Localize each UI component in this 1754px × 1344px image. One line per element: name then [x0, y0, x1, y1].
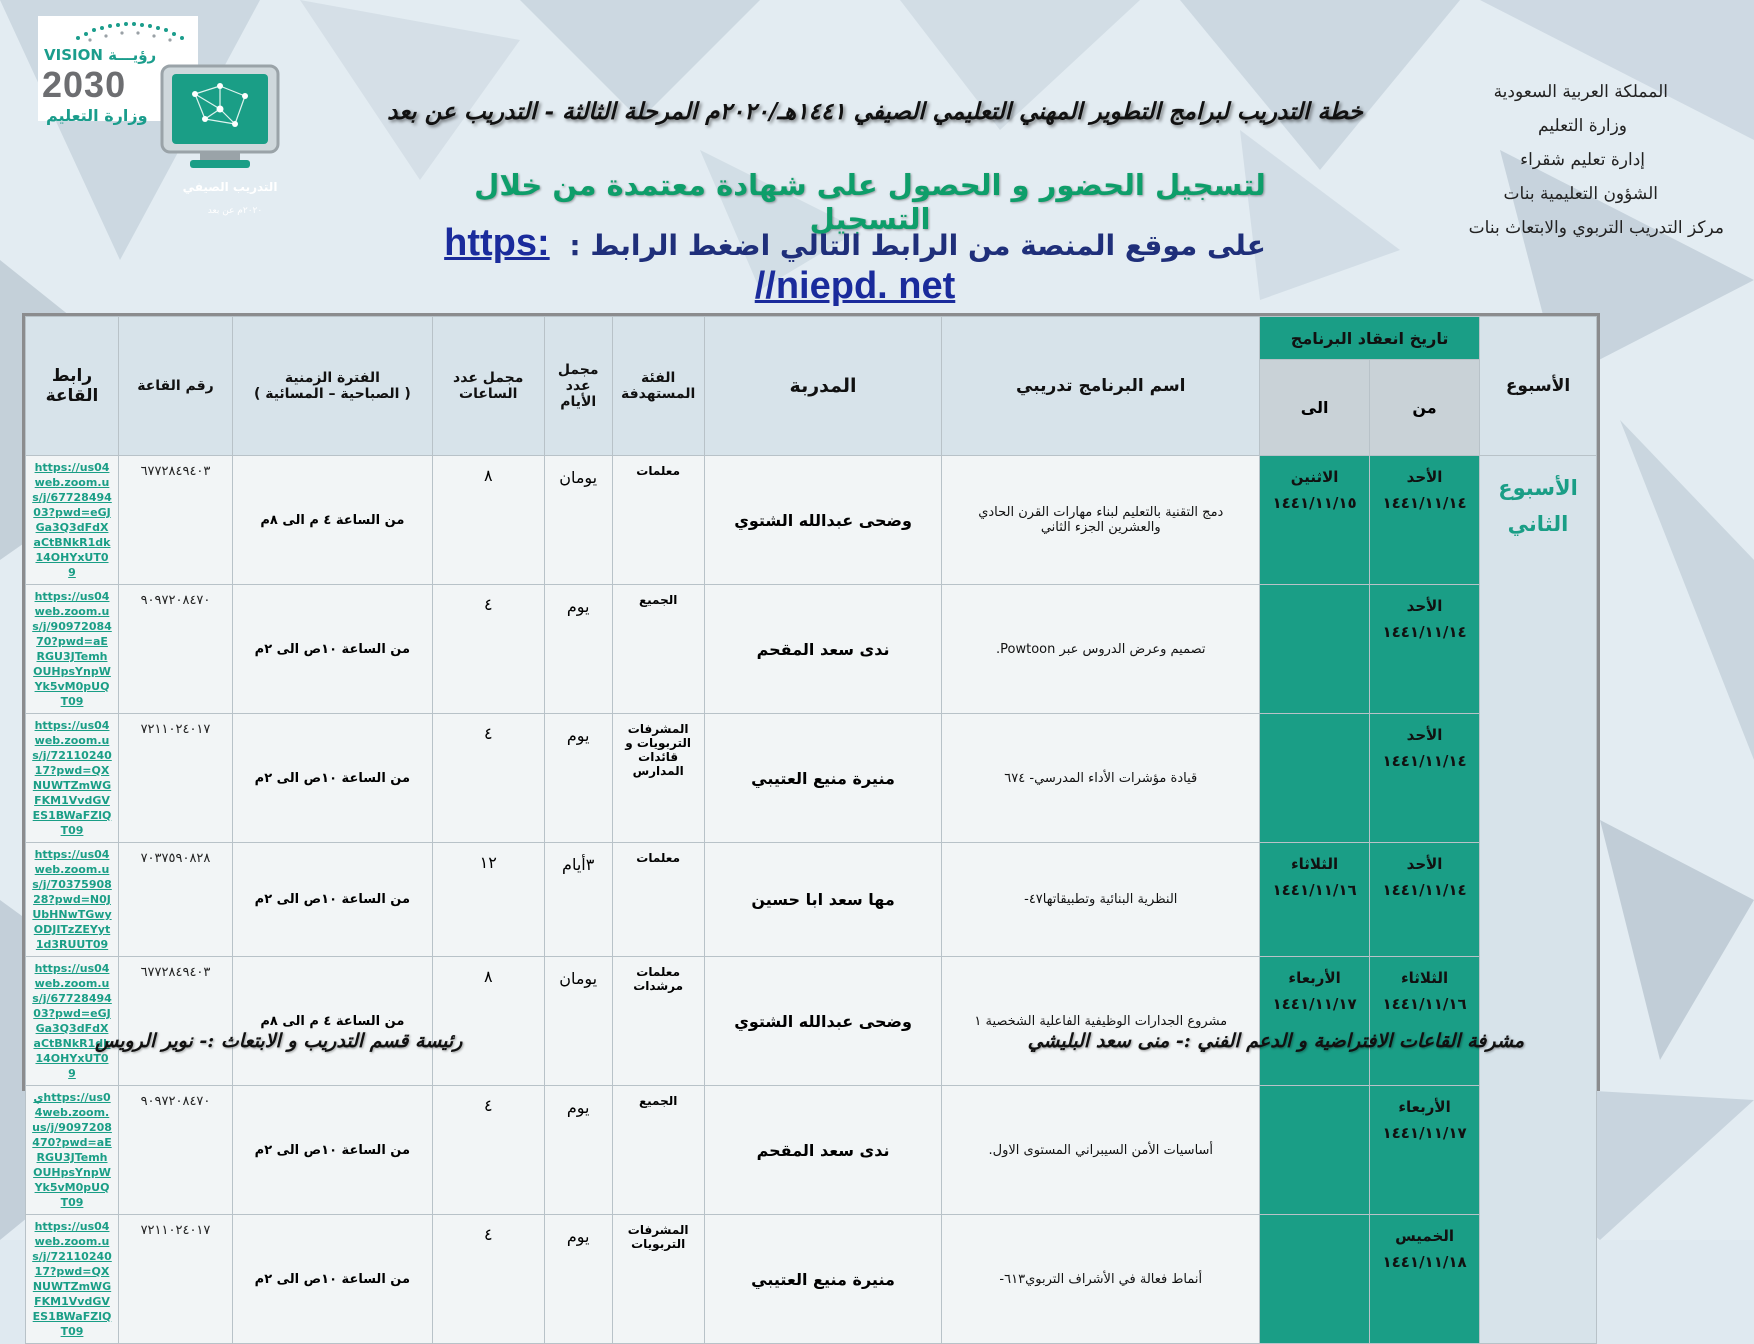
to-cell: [1260, 1215, 1370, 1344]
monitor-caption: التدريب الصيفي: [182, 180, 278, 194]
header-program: اسم البرنامج تدريبي: [942, 317, 1260, 456]
to-date: ١٤٤١/١١/١٧: [1272, 995, 1357, 1013]
from-day: الأحد: [1406, 726, 1443, 744]
header-week: الأسبوع: [1480, 317, 1597, 456]
head-signature: رئيسة قسم التدريب و الابتعاث :- نوير الرويس: [95, 1030, 463, 1052]
org-line-1: المملكة العربية السعودية: [1493, 82, 1668, 102]
period-cell: من الساعة ٤ م الى ٨م: [232, 957, 432, 1086]
org-line-2: وزارة التعليم: [1538, 116, 1627, 136]
zoom-link[interactable]: https://us04web.zoom.us/j/7211024017?pwd=QXNUWTZmWGFKM1VvdGVES1BWaFZlQT09: [26, 1215, 119, 1344]
hours-cell: ٨: [432, 957, 544, 1086]
to-cell: [1260, 456, 1370, 585]
from-date: ١٤٤١/١١/١٧: [1382, 1124, 1467, 1142]
category-cell: المشرفات التربويات: [612, 1215, 704, 1344]
table-row: [26, 714, 1597, 843]
org-line-4: الشؤون التعليمية بنات: [1503, 184, 1658, 204]
table-row: [26, 843, 1597, 957]
table-row: [26, 1215, 1597, 1344]
days-cell: يوم: [544, 1086, 612, 1215]
trainer-cell: منيرة منيع العتيبي: [704, 1215, 942, 1344]
from-day: الأحد: [1406, 597, 1443, 615]
header-to: الى: [1260, 360, 1370, 456]
to-day: الثلاثاء: [1290, 855, 1339, 873]
days-cell: يوم: [544, 1215, 612, 1344]
trainer-cell: مها سعد ابا حسين: [704, 843, 942, 957]
trainer-cell: وضحى عبدالله الشتوي: [704, 456, 942, 585]
zoom-link[interactable]: يhttps://us04web.zoom.us/j/9097208470?pwd=aERGU3JTemhOUHpsYnpWYk5vM0pUQT09: [26, 1086, 119, 1215]
from-cell: [1370, 1215, 1480, 1344]
from-day: الأربعاء: [1398, 1098, 1451, 1116]
from-date: ١٤٤١/١١/١٤: [1382, 623, 1467, 641]
org-line-5: مركز التدريب التربوي والابتعاث بنات: [1468, 218, 1724, 238]
zoom-link[interactable]: https://us04web.zoom.us/j/9097208470?pwd=aERGU3JTemhOUHpsYnpWYk5vM0pUQT09: [26, 585, 119, 714]
header-trainer: المدربة: [704, 317, 942, 456]
program-cell: أساسيات الأمن السيبراني المستوى الاول.: [942, 1086, 1260, 1215]
trainer-cell: ندى سعد المقحم: [704, 585, 942, 714]
program-cell: تصميم وعرض الدروس عبر Powtoon.: [942, 585, 1260, 714]
from-date: ١٤٤١/١١/١٤: [1382, 752, 1467, 770]
trainer-cell: ندى سعد المقحم: [704, 1086, 942, 1215]
dots-pattern-icon: [68, 18, 188, 44]
to-cell: [1260, 585, 1370, 714]
hours-cell: ١٢: [432, 843, 544, 957]
from-day: الثلاثاء: [1400, 969, 1449, 987]
from-day: الخميس: [1395, 1227, 1455, 1245]
program-cell: أنماط فعالة في الأشراف التربوي٦١٣-: [942, 1215, 1260, 1344]
header-row-1: [26, 317, 1597, 360]
program-cell: مشروع الجدارات الوظيفية الفاعلية الشخصية ١: [942, 957, 1260, 1086]
table-row: [26, 957, 1597, 1086]
zoom-link[interactable]: https://us04web.zoom.us/j/7211024017?pwd=QXNUWTZmWGFKM1VvdGVES1BWaFZlQT09: [26, 714, 119, 843]
header-room-link: رابط القاعة: [26, 317, 119, 456]
room-cell: ٧٢١١٠٢٤٠١٧: [119, 1215, 233, 1344]
from-date: ١٤٤١/١١/١٤: [1382, 881, 1467, 899]
to-day: الاثنين: [1290, 468, 1339, 486]
category-cell: المشرفات التربويات و قائدات المدارس: [612, 714, 704, 843]
category-cell: معلمات: [612, 843, 704, 957]
register-line: [380, 222, 1330, 308]
hours-cell: ٤: [432, 1086, 544, 1215]
to-date: ١٤٤١/١١/١٦: [1272, 881, 1357, 899]
days-cell: يوم: [544, 585, 612, 714]
category-cell: الجميع: [612, 585, 704, 714]
program-cell: دمج التقنية بالتعليم لبناء مهارات القرن الحادي والعشرين الجزء الثاني: [942, 456, 1260, 585]
to-cell: [1260, 957, 1370, 1086]
org-line-3: إدارة تعليم شقراء: [1520, 150, 1645, 170]
period-cell: من الساعة ١٠ص الى ٢م: [232, 843, 432, 957]
zoom-link[interactable]: https://us04web.zoom.us/j/6772849403?pwd=eGJGa3Q3dFdXaCtBNkR1dk14OHYxUT09: [26, 456, 119, 585]
to-cell: [1260, 1086, 1370, 1215]
room-cell: ٧٠٣٧٥٩٠٨٢٨: [119, 843, 233, 957]
hours-cell: ٨: [432, 456, 544, 585]
supervisor-signature: مشرفة القاعات الافتراضية و الدعم الفني :- منى سعد البليشي: [1027, 1030, 1524, 1052]
header-date-group: تاريخ انعقاد البرنامج: [1260, 317, 1480, 360]
header-days: مجمل عدد الأيام: [544, 317, 612, 456]
room-cell: ٧٢١١٠٢٤٠١٧: [119, 714, 233, 843]
zoom-link[interactable]: https://us04web.zoom.us/j/6772849403?pwd=eGJGa3Q3dFdXaCtBNkR1dk14OHYxUT09: [26, 957, 119, 1086]
zoom-link[interactable]: https://us04web.zoom.us/j/7037590828?pwd=N0JUbHNwTGwyODJITzZEYyt1d3RUUT09: [26, 843, 119, 957]
ministry-name: وزارة التعليم: [46, 106, 148, 125]
training-plan-table: [25, 316, 1597, 1344]
register-text: على موقع المنصة من الرابط التالي اضغط الرابط :: [569, 229, 1266, 262]
trainer-cell: منيرة منيع العتيبي: [704, 714, 942, 843]
from-date: ١٤٤١/١١/١٤: [1382, 494, 1467, 512]
from-cell: [1370, 456, 1480, 585]
hours-cell: ٤: [432, 1215, 544, 1344]
period-cell: من الساعة ١٠ص الى ٢م: [232, 1215, 432, 1344]
table-row: [26, 585, 1597, 714]
hours-cell: ٤: [432, 714, 544, 843]
from-cell: [1370, 714, 1480, 843]
category-cell: معلمات: [612, 456, 704, 585]
header-category: الفئة المستهدفة: [612, 317, 704, 456]
from-day: الأحد: [1406, 855, 1443, 873]
period-cell: من الساعة ١٠ص الى ٢م: [232, 585, 432, 714]
days-cell: ٣أيام: [544, 843, 612, 957]
header-room: رقم القاعة: [119, 317, 233, 456]
vision-label: VISION رؤيـــة: [44, 46, 157, 64]
table-row: [26, 1086, 1597, 1215]
to-day: الأربعاء: [1288, 969, 1341, 987]
days-cell: يومان: [544, 456, 612, 585]
period-cell: من الساعة ١٠ص الى ٢م: [232, 1086, 432, 1215]
organization-block: [1469, 75, 1724, 245]
from-date: ١٤٤١/١١/١٨: [1382, 1253, 1467, 1271]
room-cell: ٦٧٧٢٨٤٩٤٠٣: [119, 957, 233, 1086]
room-cell: ٩٠٩٧٢٠٨٤٧٠: [119, 585, 233, 714]
program-cell: النظرية البنائية وتطبيقاتها٤٧-: [942, 843, 1260, 957]
room-cell: ٩٠٩٧٢٠٨٤٧٠: [119, 1086, 233, 1215]
room-cell: ٦٧٧٢٨٤٩٤٠٣: [119, 456, 233, 585]
from-cell: [1370, 1086, 1480, 1215]
header-period-sub: ( الصباحية – المسائية ): [253, 386, 411, 402]
from-cell: [1370, 843, 1480, 957]
period-cell: من الساعة ١٠ص الى ٢م: [232, 714, 432, 843]
category-cell: معلمات مرشدات: [612, 957, 704, 1086]
page-title: خطة التدريب لبرامج التطوير المهني التعليمي الصيفي ١٤٤١هـ/٢٠٢٠م المرحلة الثالثة - التدريب عن بعد: [387, 98, 1363, 125]
monitor-subcaption: ٢٠٢٠م عن بعد: [207, 206, 263, 216]
period-cell: من الساعة ٤ م الى ٨م: [232, 456, 432, 585]
header-from: من: [1370, 360, 1480, 456]
to-cell: [1260, 714, 1370, 843]
hours-cell: ٤: [432, 585, 544, 714]
from-cell: [1370, 957, 1480, 1086]
to-date: ١٤٤١/١١/١٥: [1272, 494, 1357, 512]
summer-training-monitor-icon: [160, 64, 280, 174]
table-row: [26, 456, 1597, 585]
days-cell: يومان: [544, 957, 612, 1086]
days-cell: يوم: [544, 714, 612, 843]
registration-link[interactable]: https: //niepd. net: [444, 222, 956, 307]
vision-year: 2030: [42, 64, 127, 105]
from-date: ١٤٤١/١١/١٦: [1382, 995, 1467, 1013]
from-day: الأحد: [1406, 468, 1443, 486]
header-period-label: الفترة الزمنية: [284, 370, 380, 386]
page-subtitle: لتسجيل الحضور و الحصول على شهادة معتمدة من خلال التسجيل: [474, 168, 1266, 236]
week-cell: الأسبوع الثاني: [1480, 456, 1597, 1344]
header-hours: مجمل عدد الساعات: [432, 317, 544, 456]
header-period: [232, 317, 432, 456]
trainer-cell: وضحى عبدالله الشتوي: [704, 957, 942, 1086]
to-cell: [1260, 843, 1370, 957]
program-cell: قيادة مؤشرات الأداء المدرسي- ٦٧٤: [942, 714, 1260, 843]
category-cell: الجميع: [612, 1086, 704, 1215]
from-cell: [1370, 585, 1480, 714]
